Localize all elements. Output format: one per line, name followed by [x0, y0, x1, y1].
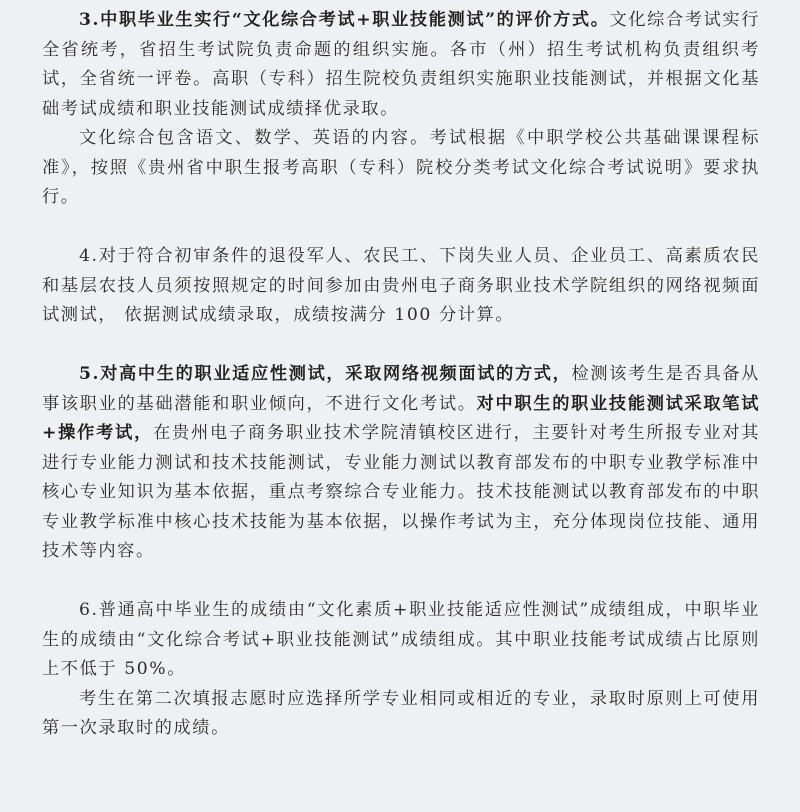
- section-6-paragraph-2: 考生在第二次填报志愿时应选择所学专业相同或相近的专业，录取时原则上可使用第一次录取时的成绩。: [42, 688, 760, 738]
- section-3-heading: 3.中职毕业生实行“文化综合考试+职业技能测试”的评价方式。: [79, 10, 610, 30]
- section-5-body-highschool: 检测该考生是否具备从事该职业的基础潜能和职业倾向，不进行文化考试。: [42, 364, 760, 414]
- section-5-heading-highschool: 5.对高中生的职业适应性测试，采取网络视频面试的方式，: [79, 364, 572, 384]
- section-3-body: 文化综合考试实行全省统考，省招生考试院负责命题的组织实施。各市（州）招生考试机构负责组织考试，全省统一评卷。高职（专科）招生院校负责组织实施职业技能测试，并根据文化基础考试成绩和职业技能测试成绩择优录取。: [42, 10, 760, 119]
- paragraph-spacer: [42, 213, 760, 243]
- paragraph-spacer: [42, 331, 760, 361]
- section-6-paragraph: 6.普通高中毕业生的成绩由“文化素质+职业技能适应性测试”成绩组成，中职毕业生的成绩由“文化综合考试+职业技能测试”成绩组成。其中职业技能考试成绩占比原则上不低于 50%。: [42, 600, 760, 679]
- section-5-heading-vocational: 对中职生的职业技能测试采取笔试+操作考试，: [42, 393, 760, 443]
- section-3-paragraph-2: 文化综合包含语文、数学、英语的内容。考试根据《中职学校公共基础课课程标准》，按照《贵州省中职生报考高职（专科）院校分类考试文化综合考试说明》要求执行。: [42, 128, 760, 207]
- section-5-paragraph: [42, 360, 760, 567]
- section-4-paragraph: 4.对于符合初审条件的退役军人、农民工、下岗失业人员、企业员工、高素质农民和基层农技人员须按照规定的时间参加由贵州电子商务职业技术学院组织的网络视频面试测试， 依据测试成绩录取，成绩按满分 100 分计算。: [42, 246, 760, 325]
- section-5-body-vocational: 在贵州电子商务职业技术学院清镇校区进行，主要针对考生所报专业对其进行专业能力测试和技术技能测试，专业能力测试以教育部发布的中职专业教学标准中核心专业知识为基本依据，重点考察综合专业能力。技术技能测试以教育部发布的中职专业教学标准中核心技术技能为基本依据，以操作考试为主，充分体现岗位技能、通用技术等内容。: [42, 423, 760, 561]
- paragraph-spacer: [42, 567, 760, 597]
- section-3-paragraph: [42, 6, 760, 124]
